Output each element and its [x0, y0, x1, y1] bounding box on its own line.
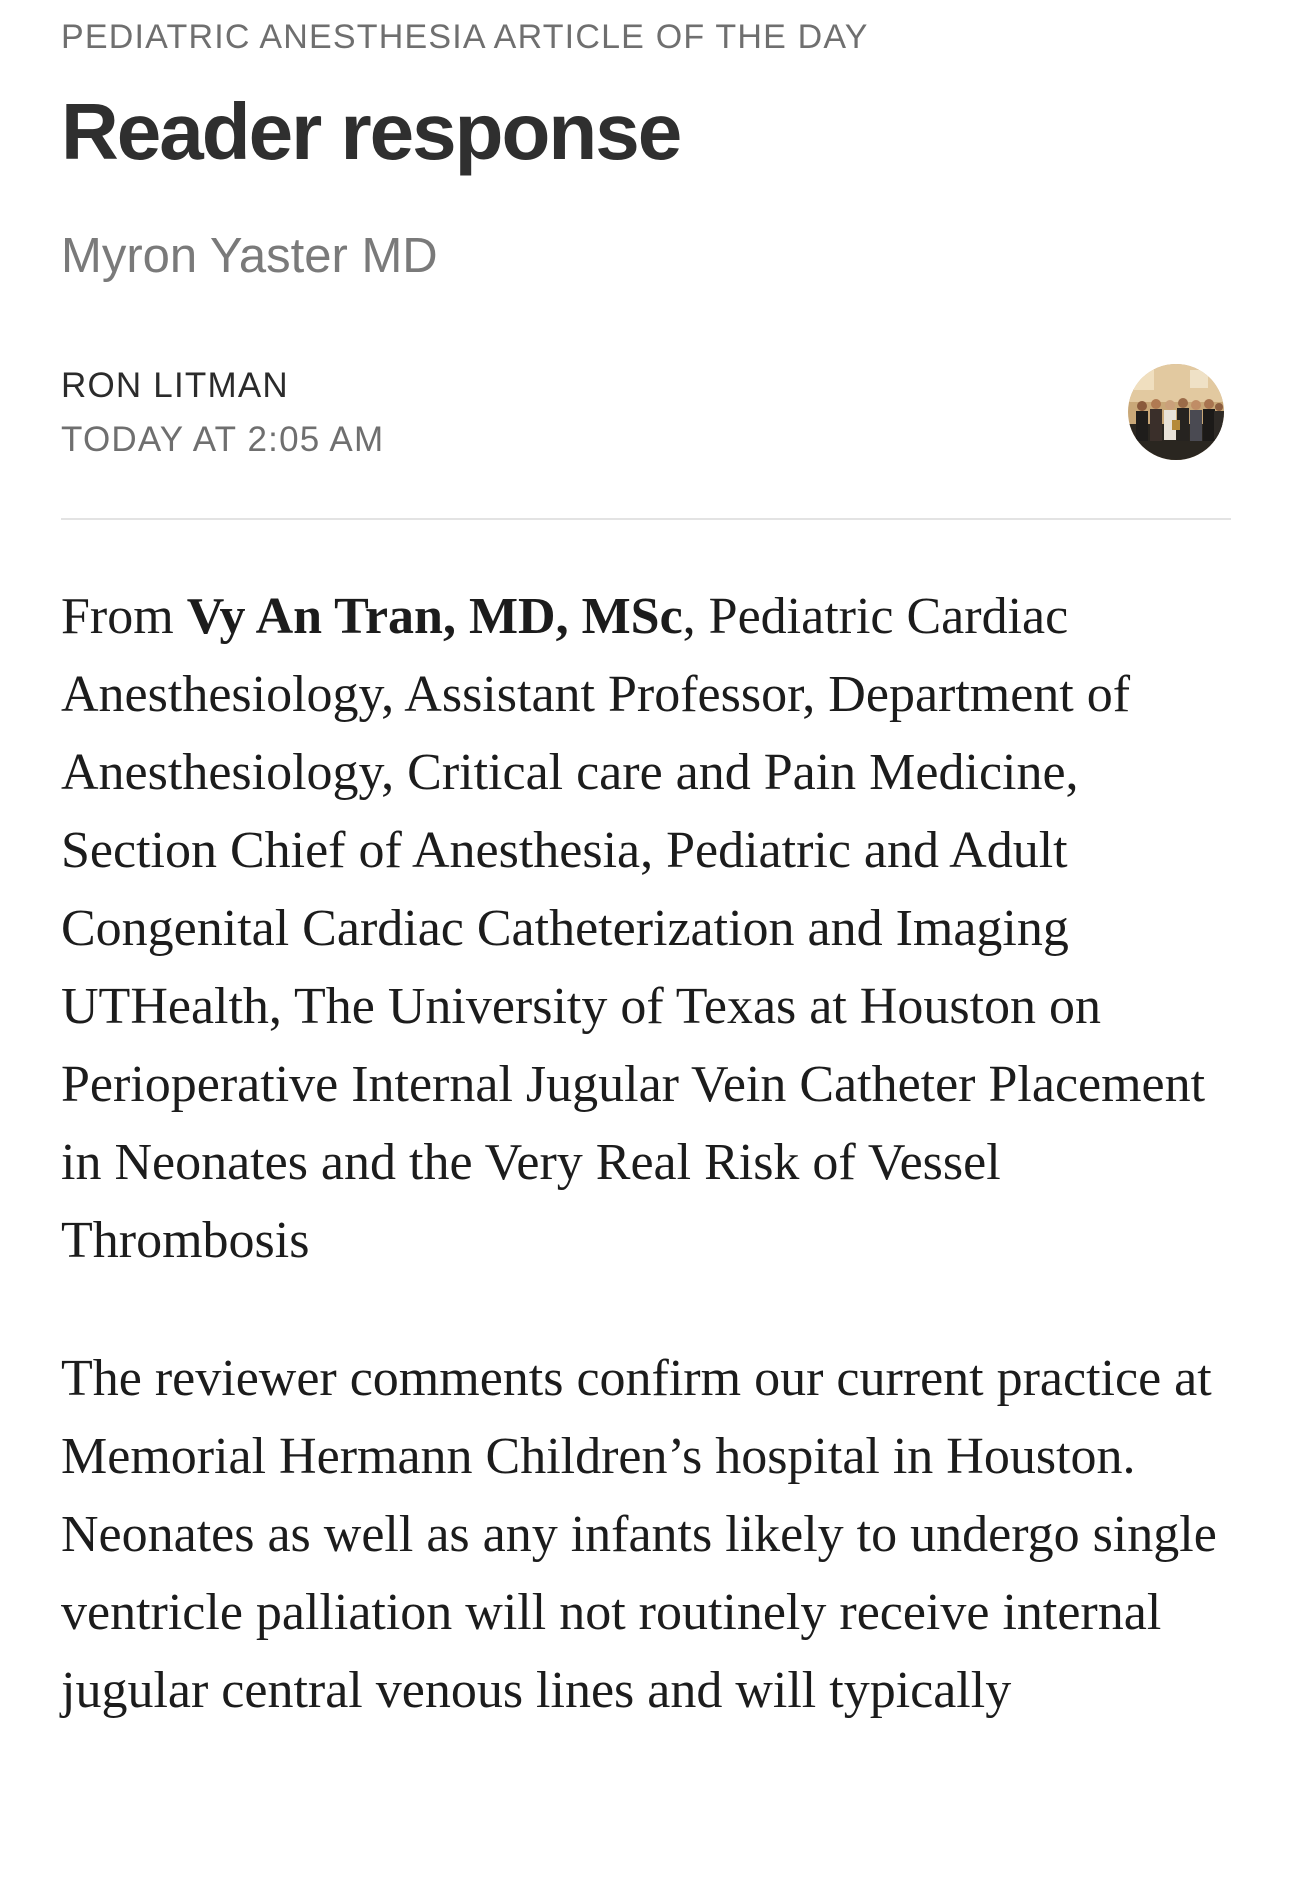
article-title: Reader response — [61, 87, 681, 176]
author-name[interactable]: RON LITMAN — [61, 366, 289, 405]
article-subtitle: Myron Yaster MD — [61, 229, 438, 283]
body-paragraph: The reviewer comments confirm our current practice at Memorial Hermann Children’s hospital in Houston. Neonates as well as any infants likely to undergo single ventricle palliation will not routinely receive internal jugular central venous lines and will typically — [61, 1350, 1217, 1719]
contributor-name: Vy An Tran, MD, MSc — [186, 588, 683, 645]
newsletter-kicker[interactable]: PEDIATRIC ANESTHESIA ARTICLE OF THE DAY — [61, 18, 869, 56]
header-divider — [61, 518, 1231, 520]
body-paragraph — [61, 578, 1231, 1280]
from-label: From — [61, 588, 187, 645]
author-photo-icon — [1128, 364, 1224, 460]
author-avatar[interactable] — [1128, 364, 1224, 460]
contributor-institution: UTHealth, The University of Texas at Houston on Perioperative Internal Jugular Vein Catheter Placement in Neonates and the Very Real Risk of Vessel Thrombosis — [61, 978, 1206, 1269]
contributor-affiliation: , Pediatric Cardiac Anesthesiology, Assistant Professor, Department of Anesthesiology, Critical care and Pain Medicine, Section Chief of Anesthesia, Pediatric and Adult Congenital Cardiac Catheterization and Imaging — [61, 588, 1131, 957]
publish-date: TODAY AT 2:05 AM — [61, 420, 385, 459]
article-body — [61, 578, 1231, 1790]
